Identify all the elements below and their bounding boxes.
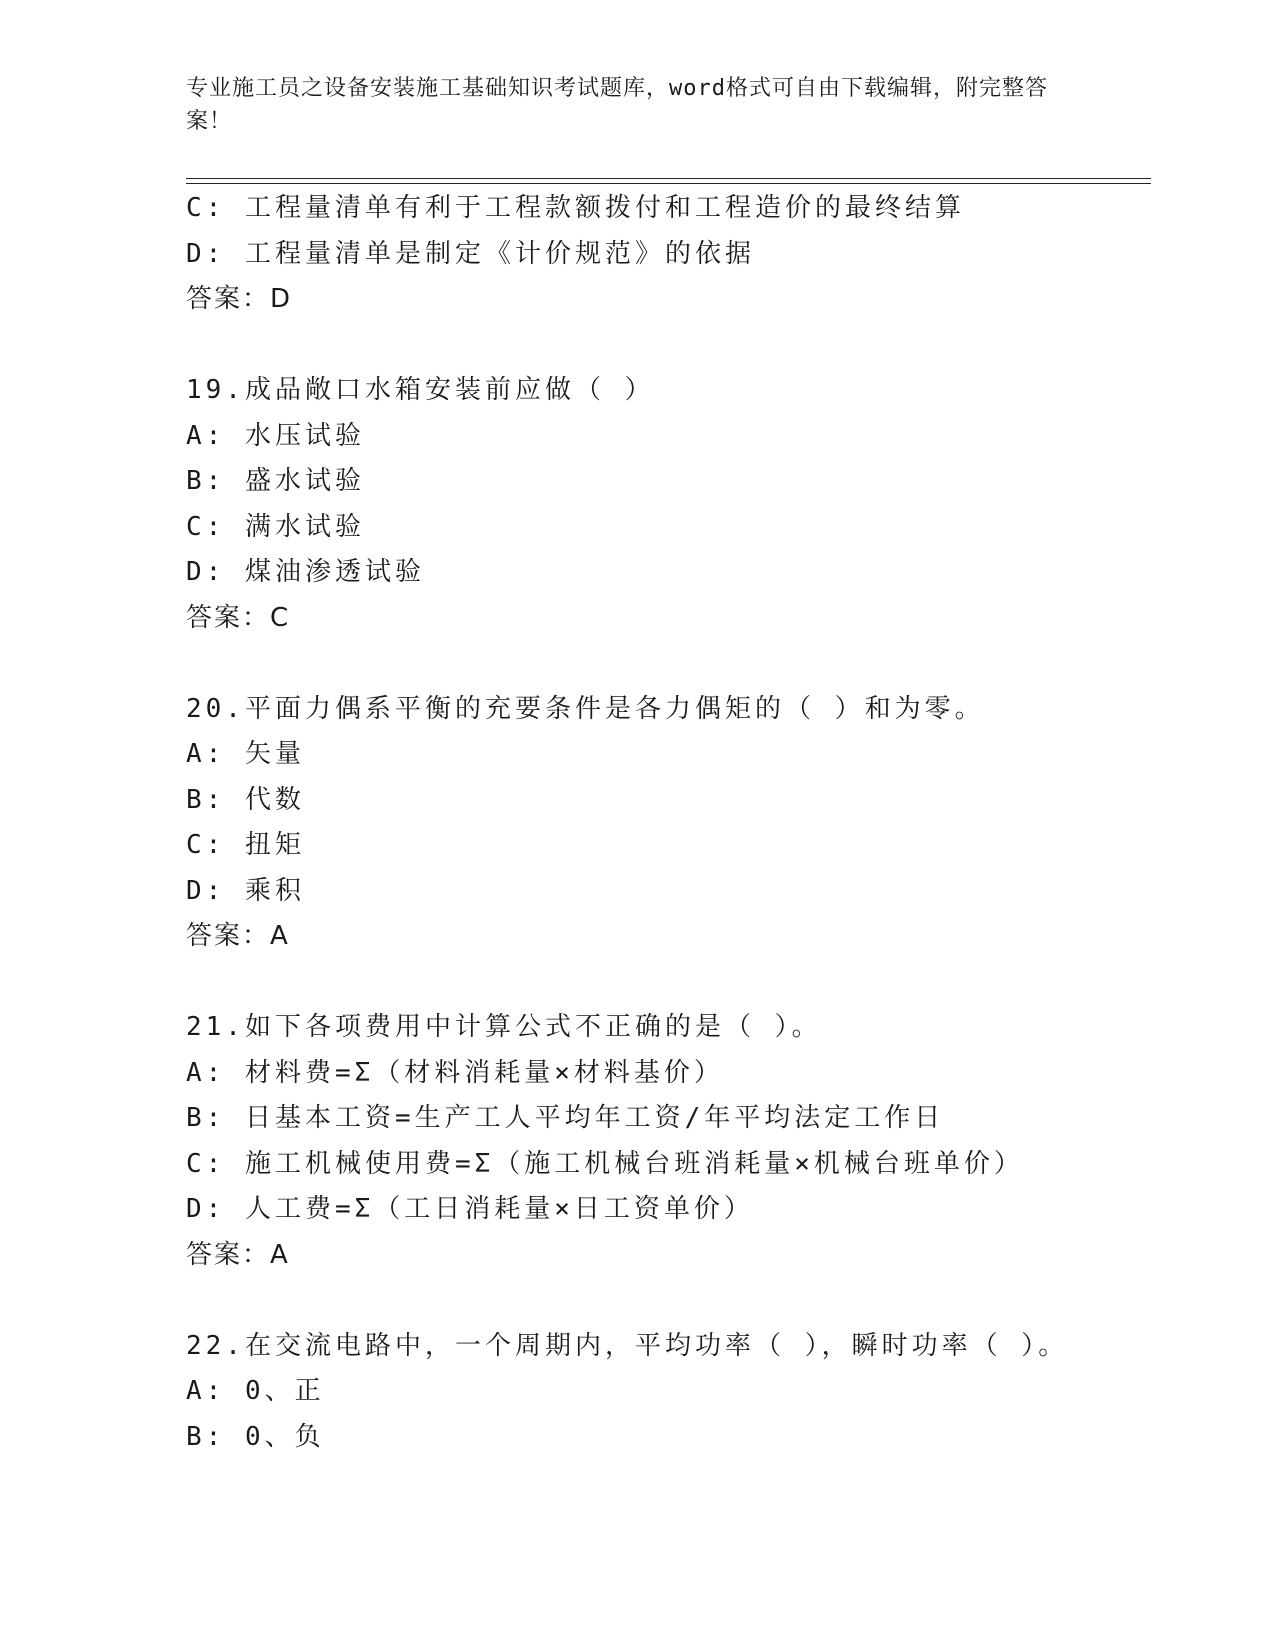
option-line: C: 施工机械使用费=Σ（施工机械台班消耗量×机械台班单价） [186,1148,1024,1179]
option-line: A: 水压试验 [186,420,365,451]
question-block [186,1005,1146,1278]
question-stem: 21.如下各项费用中计算公式不正确的是（ ）。 [186,1012,822,1042]
option-line: C: 工程量清单有利于工程款额拨付和工程造价的最终结算 [186,193,965,223]
answer-line: 答案：C [186,602,291,633]
option-line: D: 工程量清单是制定《计价规范》的依据 [186,238,755,269]
option-line: D: 乘积 [186,875,305,906]
question-block [186,368,1146,641]
spacer [186,641,1146,687]
option-line: D: 煤油渗透试验 [186,557,425,587]
option-line: D: 人工费=Σ（工日消耗量×日工资单价） [186,1194,754,1224]
question-list [186,186,1146,1460]
option-line: A: 0、正 [186,1376,325,1406]
answer-line: 答案：A [186,1239,290,1270]
option-line: B: 代数 [186,784,305,815]
question-stem: 20.平面力偶系平衡的充要条件是各力偶矩的（ ）和为零。 [186,693,985,724]
spacer [186,960,1146,1006]
spacer [186,1278,1146,1324]
question-stem: 19.成品敞口水箱安装前应做（ ） [186,375,655,405]
document-header: 专业施工员之设备安装施工基础知识考试题库，word格式可自由下载编辑，附完整答案！ [186,76,1048,134]
question-stem: 22.在交流电路中，一个周期内，平均功率（ ），瞬时功率（ ）。 [186,1330,1069,1361]
question-fragment [186,186,1146,323]
option-line: B: 日基本工资=生产工人平均年工资/年平均法定工作日 [186,1103,945,1133]
header-rule-top [186,178,1151,179]
option-line: C: 满水试验 [186,511,365,542]
option-line: A: 材料费=Σ（材料消耗量×材料基价） [186,1057,724,1088]
option-line: B: 盛水试验 [186,466,365,496]
option-line: A: 矢量 [186,739,305,769]
answer-line: 答案：D [186,284,293,314]
option-line: C: 扭矩 [186,830,305,860]
question-block [186,687,1146,960]
answer-line: 答案：A [186,921,290,951]
question-block [186,1324,1146,1461]
option-line: B: 0、负 [186,1421,325,1452]
spacer [186,323,1146,369]
header-rule-bottom [186,183,1151,184]
